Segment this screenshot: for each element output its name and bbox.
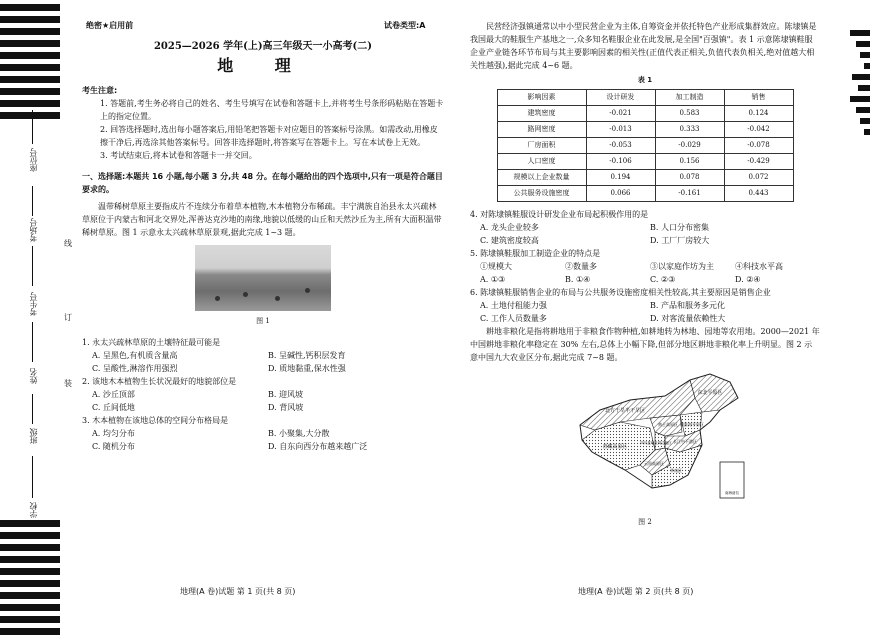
subject-title: 地 理 xyxy=(217,56,309,75)
binding-mark-bind: 装 xyxy=(64,379,72,388)
note-item: 1. 答题前,考生务必将自己的姓名、考生号填写在试卷和答题卡上,并将考生号条形码粘贴在答题卡上的指定位置。 xyxy=(100,99,444,121)
table-header: 销售 xyxy=(724,90,793,106)
map-label: 长江中下游区 xyxy=(673,439,697,444)
option: D. 背风坡 xyxy=(268,403,304,412)
option: D. ②④ xyxy=(735,275,761,284)
table-cell: 厂房面积 xyxy=(497,138,586,154)
option: A. 呈黑色,有机质含量高 xyxy=(92,351,178,360)
binding-mark-line: 线 xyxy=(64,239,72,248)
page-1-column xyxy=(82,40,444,453)
table-cell: 0.194 xyxy=(586,170,655,186)
map-label: 华南区 xyxy=(670,468,682,473)
option: C. 丘间低地 xyxy=(92,403,135,412)
table-cell: -0.029 xyxy=(655,138,724,154)
table-cell: -0.021 xyxy=(586,106,655,122)
table-cell: 建筑密度 xyxy=(497,106,586,122)
binding-field-name: 姓名 xyxy=(29,368,38,384)
map-label: 云贵高原区 xyxy=(644,461,664,466)
table-cell: 0.124 xyxy=(724,106,793,122)
map-label: 北方干旱半干旱区 xyxy=(604,408,646,414)
table-cell: -0.106 xyxy=(586,154,655,170)
option: A. 土地付租能力强 xyxy=(480,301,547,310)
binding-field-line xyxy=(32,394,33,424)
note-item: 2. 回答选择题时,选出每小题答案后,用铅笔把答题卡对应题目的答案标号涂黑。如需改动,用橡皮擦干净后,再选涂其他答案标号。回答非选择题时,将答案写在答题卡上。写在本试卷上无效。 xyxy=(100,125,438,147)
option: D. 自东向西分布越来越广泛 xyxy=(268,442,368,451)
passage-1: 温带稀树草原主要指成片不连续分布着草本植物,木本植物分布稀疏。丰宁满族自治县永太兴疏林草原位于内蒙古和河北交界处,浑善达克沙地的南缘,地貌以低缓的山丘和天然沙丘为主,所有大面积温带稀树草原。图 1 示意永太兴疏林草原景观,据此完成 1~3 题。 xyxy=(82,202,442,237)
map-label: 四川盆地及周边地区 xyxy=(640,441,672,445)
question-5 xyxy=(470,247,820,286)
map-label: 南海诸岛 xyxy=(725,491,739,495)
option: B. 迎风坡 xyxy=(268,390,303,399)
option: D. 对客流量依赖性大 xyxy=(650,314,726,323)
option: C. ②③ xyxy=(650,275,676,284)
table-cell: -0.042 xyxy=(724,122,793,138)
section-heading: 一、选择题:本题共 16 小题,每小题 3 分,共 48 分。在每小题给出的四个选项中,只有一项是符合题目要求的。 xyxy=(82,172,443,194)
table-row xyxy=(497,186,793,202)
binding-field-room: 考场号 xyxy=(29,218,38,242)
table-header: 设计研发 xyxy=(586,90,655,106)
binding-field-line xyxy=(32,186,33,216)
option: B. 小聚集,大分散 xyxy=(268,429,330,438)
question-6 xyxy=(470,286,820,325)
paper-type-label: 试卷类型:A xyxy=(384,21,426,30)
question-1 xyxy=(82,336,444,375)
binding-field-school: 学校 xyxy=(29,502,38,518)
passage-2: 民营经济强镇通常以中小型民营企业为主体,自筹资金并依托特色产业形成集群效应。陈埭镇是我国最大的鞋服生产基地之一,众多知名鞋服企业在此发展,是全国"百强镇"。表 1 示意陈埭镇鞋服企业产业链各环节布局与其主要影响因素的相关性(正值代表正相关,负值代表负相关,绝对值越大相关性越强),据此完成 4~6 题。 xyxy=(470,22,817,70)
option: B. ①④ xyxy=(565,275,591,284)
table-cell: -0.013 xyxy=(586,122,655,138)
table-row xyxy=(497,106,793,122)
page-footer-left: 地理(A 卷)试题 第 1 页(共 8 页) xyxy=(180,587,296,596)
question-3 xyxy=(82,414,444,453)
table-1-caption: 表 1 xyxy=(637,76,653,84)
option: B. 呈碱性,钙积层发育 xyxy=(268,351,346,360)
table-cell: 路网密度 xyxy=(497,122,586,138)
option: C. 呈酸性,淋溶作用强烈 xyxy=(92,364,178,373)
question-4 xyxy=(470,208,820,247)
note-item: 3. 考试结束后,将本试卷和答题卡一并交回。 xyxy=(100,151,257,160)
confidential-label: 绝密★启用前 xyxy=(86,21,134,30)
table-cell: 0.583 xyxy=(655,106,724,122)
binding-mark-staple: 订 xyxy=(64,313,72,322)
table-1 xyxy=(497,89,794,202)
option: D. 工厂厂房较大 xyxy=(650,236,710,245)
table-header: 影响因素 xyxy=(497,90,586,106)
page-2-column xyxy=(470,20,820,537)
option: B. 人口分布密集 xyxy=(650,223,709,232)
option: B. 产品和服务多元化 xyxy=(650,301,725,310)
table-cell: 公共服务设施密度 xyxy=(497,186,586,202)
option: D. 质地黏重,保水性强 xyxy=(268,364,346,373)
table-header: 加工制造 xyxy=(655,90,724,106)
binding-field-line xyxy=(32,322,33,362)
option: C. 建筑密度较高 xyxy=(480,236,539,245)
map-label: 黄淮海平原区 xyxy=(680,422,704,427)
option: A. ①③ xyxy=(480,275,506,284)
option: A. 均匀分布 xyxy=(92,429,135,438)
figure-1-caption: 图 1 xyxy=(256,317,270,325)
binding-field-id: 考生号 xyxy=(29,292,38,316)
notes-heading: 考生注意: xyxy=(82,86,118,95)
map-label: 青藏高原区 xyxy=(602,444,628,450)
binding-field-line xyxy=(32,246,33,286)
binding-field-class: 班级 xyxy=(29,428,38,444)
figure-1-grassland-photo xyxy=(195,245,331,311)
table-cell: 0.078 xyxy=(655,170,724,186)
table-cell: -0.078 xyxy=(724,138,793,154)
question-stem: 4. 对陈埭镇鞋服设计研发企业布局起积极作用的是 xyxy=(470,210,649,219)
table-cell: 规模以上企业数量 xyxy=(497,170,586,186)
right-edge-stripes xyxy=(850,0,870,630)
question-stem: 5. 陈埭镇鞋服加工制造企业的特点是 xyxy=(470,249,601,258)
statement: ③以家庭作坊为主 xyxy=(650,262,714,271)
question-stem: 3. 木本植物在该地总体的空间分布格局是 xyxy=(82,416,229,425)
table-cell: 0.156 xyxy=(655,154,724,170)
passage-3: 耕地非粮化是指将耕地用于非粮食作物种植,如耕地转为林地、园地等农用地。2000—2021 年中国耕地非粮化率稳定在 30% 左右,总体上小幅下降,但部分地区耕地非粮化率上升明显。图 2 示意中国九大农业区分布,据此完成 7~8 题。 xyxy=(470,327,820,362)
option: A. 龙头企业较多 xyxy=(480,223,539,232)
table-row xyxy=(497,154,793,170)
binding-field-line xyxy=(32,110,33,144)
binding-field-line xyxy=(32,456,33,498)
statement: ②数量多 xyxy=(565,262,597,271)
page-footer-right: 地理(A 卷)试题 第 2 页(共 8 页) xyxy=(578,587,694,596)
table-cell: -0.429 xyxy=(724,154,793,170)
table-cell: 0.072 xyxy=(724,170,793,186)
option: C. 工作人员数量多 xyxy=(480,314,547,323)
figure-2-caption: 图 2 xyxy=(638,518,652,526)
table-cell: -0.053 xyxy=(586,138,655,154)
figure-2-china-map xyxy=(570,370,750,508)
question-stem: 1. 永太兴疏林草原的土壤特征最可能是 xyxy=(82,338,221,347)
question-stem: 6. 陈埭镇鞋服销售企业的布局与公共服务设施密度相关性较高,其主要原因是销售企业 xyxy=(470,288,771,297)
exam-title: 2025—2026 学年(上)高三年级天一小高考(二) xyxy=(153,41,373,52)
table-cell: 0.333 xyxy=(655,122,724,138)
table-row xyxy=(497,170,793,186)
table-cell: 0.443 xyxy=(724,186,793,202)
binding-field-seat: 座位号 xyxy=(29,148,38,172)
option: A. 沙丘顶部 xyxy=(92,390,135,399)
question-2 xyxy=(82,375,444,414)
map-label: 东北平原区 xyxy=(697,390,723,396)
table-row xyxy=(497,138,793,154)
map-label: 黄土高原区 xyxy=(658,422,678,427)
statement: ①规模大 xyxy=(480,262,512,271)
table-cell: -0.161 xyxy=(655,186,724,202)
table-row xyxy=(497,122,793,138)
statement: ④科技水平高 xyxy=(735,262,783,271)
question-stem: 2. 该地木本植物生长状况最好的地貌部位是 xyxy=(82,377,237,386)
option: C. 随机分布 xyxy=(92,442,135,451)
table-cell: 人口密度 xyxy=(497,154,586,170)
table-cell: 0.066 xyxy=(586,186,655,202)
